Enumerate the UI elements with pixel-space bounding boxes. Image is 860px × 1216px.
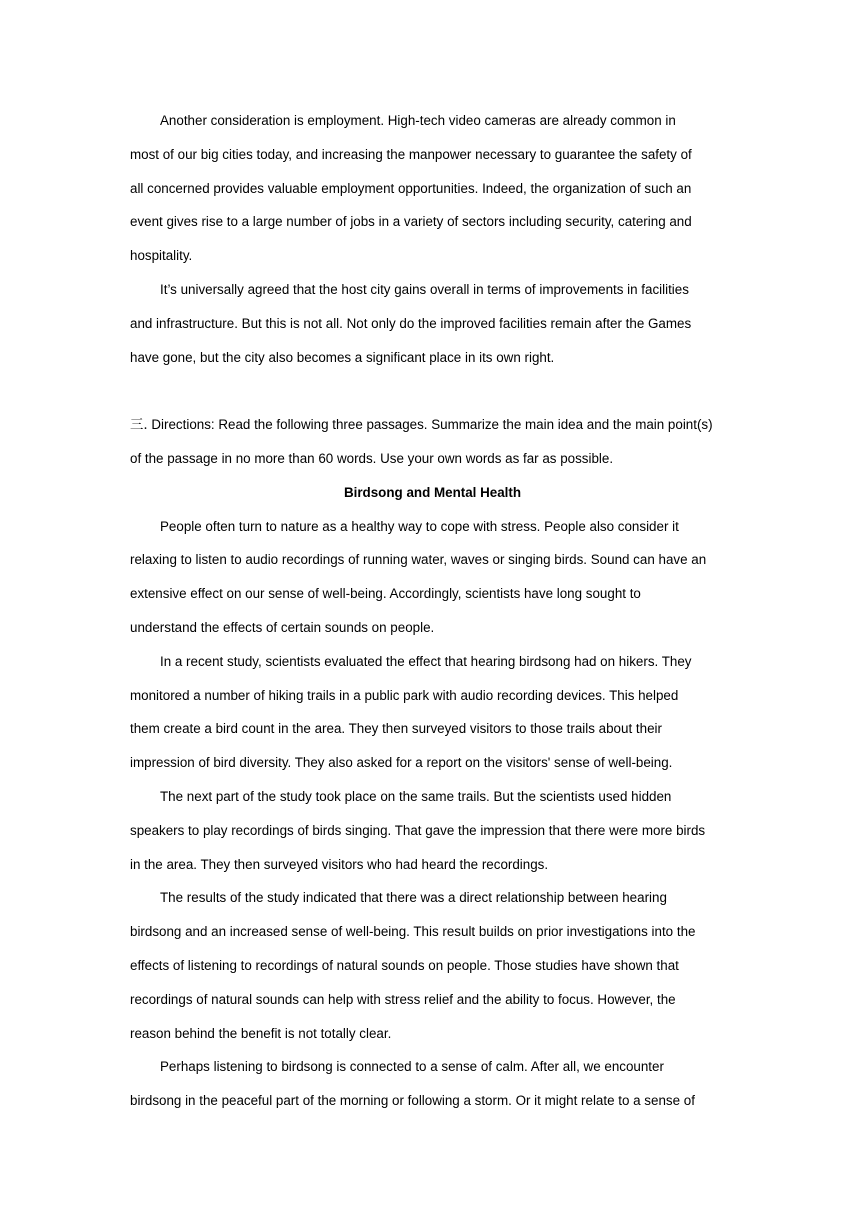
- paragraph-line: Perhaps listening to birdsong is connected to a sense of calm. After all, we encounter: [160, 1059, 664, 1075]
- paragraph-line: monitored a number of hiking trails in a public park with audio recording devices. This helped: [130, 687, 679, 703]
- directions-text: of the passage in no more than 60 words. Use your own words as far as possible.: [130, 450, 614, 466]
- paragraph-line: and infrastructure. But this is not all. Not only do the improved facilities remain after the Games: [130, 315, 692, 331]
- paragraph-line: effects of listening to recordings of natural sounds on people. Those studies have shown that: [130, 957, 679, 973]
- paragraph-line: extensive effect on our sense of well-being. Accordingly, scientists have long sought to: [130, 586, 641, 602]
- paragraph-line: The next part of the study took place on the same trails. But the scientists used hidden: [160, 788, 672, 804]
- paragraph-line: most of our big cities today, and increasing the manpower necessary to guarantee the safety of: [130, 146, 692, 162]
- paragraph-line: event gives rise to a large number of jobs in a variety of sectors including security, catering and: [130, 214, 692, 230]
- paragraph-line: have gone, but the city also becomes a significant place in its own right.: [130, 349, 555, 365]
- paragraph-line: reason behind the benefit is not totally clear.: [130, 1025, 392, 1041]
- paragraph-line: in the area. They then surveyed visitors who had heard the recordings.: [130, 856, 549, 872]
- paragraph-line: all concerned provides valuable employment opportunities. Indeed, the organization of such an: [130, 180, 692, 196]
- paragraph-line: Another consideration is employment. High-tech video cameras are already common in: [160, 113, 676, 128]
- paragraph-line: understand the effects of certain sounds on people.: [130, 619, 435, 635]
- paragraph-line: them create a bird count in the area. They then surveyed visitors to those trails about their: [130, 721, 662, 737]
- paragraph-line: In a recent study, scientists evaluated the effect that hearing birdsong had on hikers. They: [160, 653, 692, 669]
- section-directions: [130, 408, 735, 442]
- paragraph-line: birdsong and an increased sense of well-being. This result builds on prior investigations into the: [130, 924, 696, 940]
- spacer: [130, 374, 735, 408]
- document-page: [130, 104, 735, 1118]
- passage-title: Birdsong and Mental Health: [343, 484, 522, 500]
- paragraph-line: impression of bird diversity. They also asked for a report on the visitors' sense of well-being.: [130, 755, 673, 771]
- paragraph-line: relaxing to listen to audio recordings of running water, waves or singing birds. Sound can have an: [130, 552, 707, 568]
- paragraph-line: The results of the study indicated that there was a direct relationship between hearing: [160, 890, 667, 906]
- section-marker: 三.: [130, 418, 148, 434]
- directions-text: Directions: Read the following three passages. Summarize the main idea and the main point(s): [147, 417, 713, 433]
- paragraph-line: recordings of natural sounds can help with stress relief and the ability to focus. However, the: [130, 991, 676, 1007]
- paragraph-line: speakers to play recordings of birds singing. That gave the impression that there were more birds: [130, 822, 706, 838]
- paragraph-line: birdsong in the peaceful part of the morning or following a storm. Or it might relate to a sense of: [130, 1093, 695, 1109]
- paragraph-line: People often turn to nature as a healthy way to cope with stress. People also consider it: [160, 518, 679, 534]
- paragraph-line: It’s universally agreed that the host city gains overall in terms of improvements in facilities: [160, 281, 689, 297]
- paragraph-line: hospitality.: [130, 248, 193, 264]
